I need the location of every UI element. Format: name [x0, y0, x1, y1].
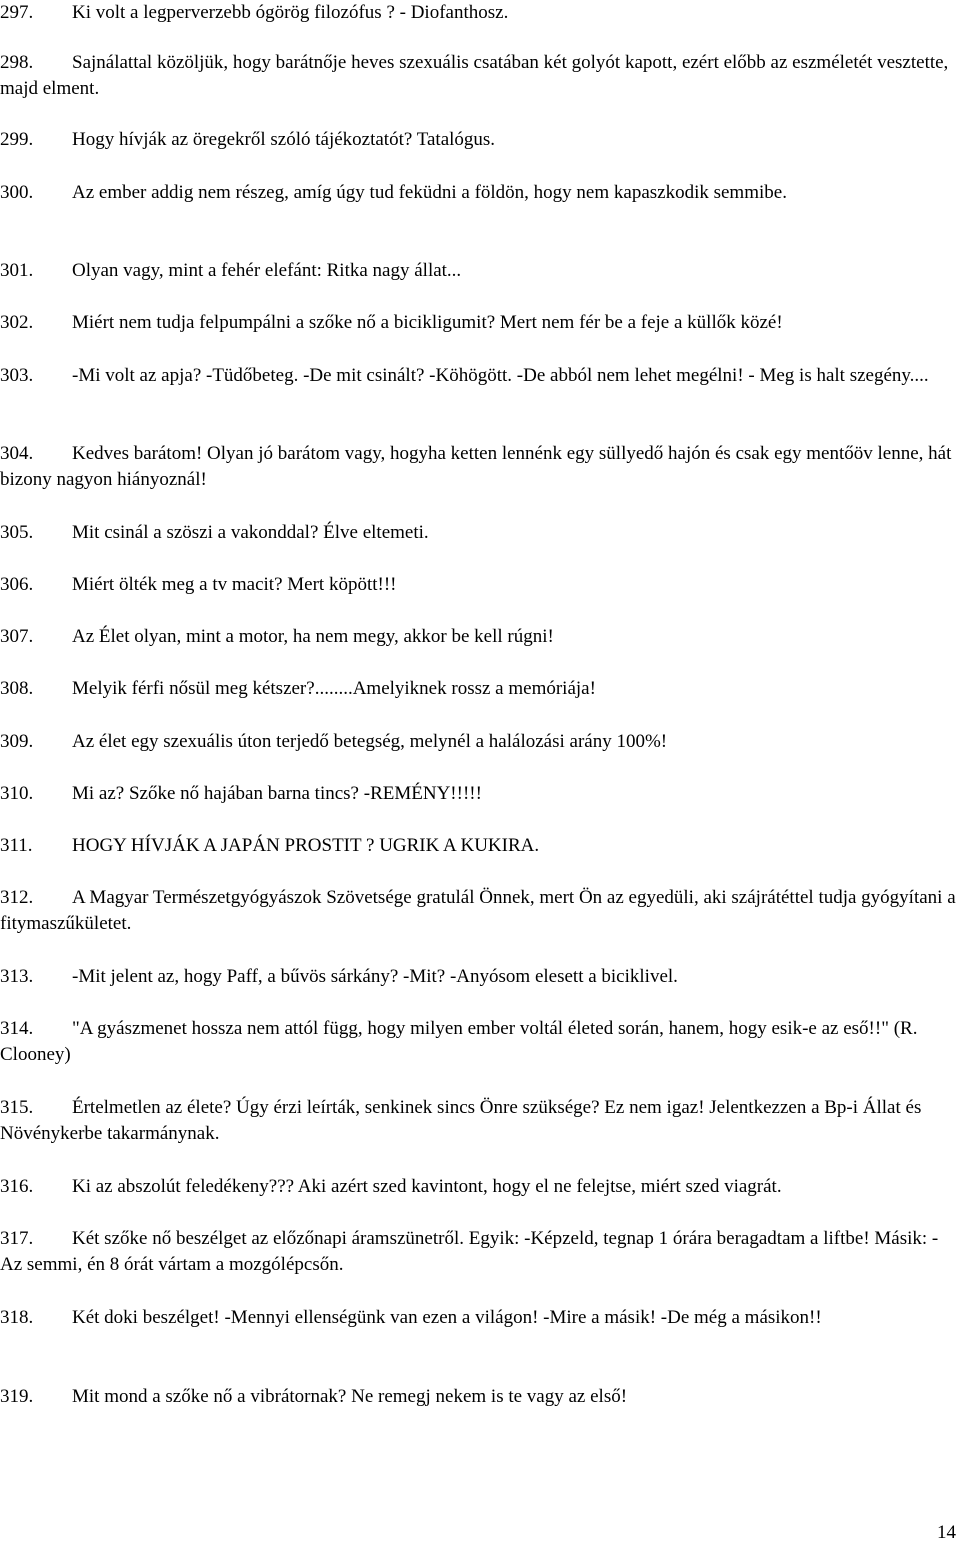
entry-text: Értelmetlen az élete? Úgy érzi leírták, senkinek sincs Önre szüksége? Ez nem igaz! Jelentkezzen a Bp-i Állat és Növénykerbe takarmánynak.: [0, 1097, 922, 1144]
entry-number: 301.: [0, 260, 34, 281]
joke-entry-305: [0, 520, 960, 546]
entry-text: "A gyászmenet hossza nem attól függ, hogy milyen ember voltál életed során, hanem, hogy esik-e az eső!!" (R. Clooney): [0, 1018, 918, 1065]
entry-number: 308.: [0, 678, 34, 699]
entry-number: 312.: [0, 887, 34, 908]
entry-text: -Mit jelent az, hogy Paff, a bűvös sárkány? -Mit? -Anyósom elesett a biciklivel.: [72, 966, 678, 987]
joke-entry-319: [0, 1384, 960, 1410]
entry-text: Sajnálattal közöljük, hogy barátnője heves szexuális csatában két golyót kapott, ezért előbb az eszméletét vesztette, majd elment.: [0, 52, 949, 99]
entry-text: Olyan vagy, mint a fehér elefánt: Ritka nagy állat...: [72, 260, 462, 281]
entry-text: Miért ölték meg a tv macit? Mert köpött!!!: [72, 574, 397, 595]
joke-entry-297: [0, 0, 960, 26]
page-number: 14: [937, 1522, 956, 1543]
entry-number: 305.: [0, 522, 34, 543]
entry-number: 300.: [0, 182, 34, 203]
joke-entry-316: [0, 1174, 960, 1200]
joke-entry-303: [0, 363, 960, 389]
entry-text: Két doki beszélget! -Mennyi ellenségünk van ezen a világon! -Mire a másik! -De még a másikon!!: [72, 1307, 822, 1328]
entry-text: Melyik férfi nősül meg kétszer?........Amelyiknek rossz a memóriája!: [72, 678, 596, 699]
entry-text: Kedves barátom! Olyan jó barátom vagy, hogyha ketten lennénk egy süllyedő hajón és csak egy mentőöv lenne, hát bizony nagyon hiányoznál!: [0, 443, 952, 490]
entry-number: 310.: [0, 783, 34, 804]
entry-number: 314.: [0, 1018, 34, 1039]
joke-entry-301: [0, 258, 960, 284]
entry-text: Az Élet olyan, mint a motor, ha nem megy, akkor be kell rúgni!: [72, 626, 554, 647]
joke-entry-302: [0, 310, 960, 336]
entry-text: Ki volt a legperverzebb ógörög filozófus ? - Diofanthosz.: [72, 2, 509, 23]
entry-number: 319.: [0, 1386, 34, 1407]
entry-text: Miért nem tudja felpumpálni a szőke nő a bicikligumit? Mert nem fér be a feje a küllők közé!: [72, 312, 783, 333]
entry-number: 318.: [0, 1307, 34, 1328]
entry-text: Az élet egy szexuális úton terjedő betegség, melynél a halálozási arány 100%!: [72, 731, 668, 752]
entry-text: Mit csinál a szöszi a vakonddal? Élve eltemeti.: [72, 522, 429, 543]
entry-text: HOGY HÍVJÁK A JAPÁN PROSTIT ? UGRIK A KUKIRA.: [72, 835, 540, 856]
entry-text: -Mi volt az apja? -Tüdőbeteg. -De mit csinált? -Köhögött. -De abból nem lehet megélni! - Meg is halt szegény....: [72, 365, 929, 386]
joke-entry-304: [0, 441, 960, 493]
entry-number: 298.: [0, 52, 34, 73]
entry-text: A Magyar Természetgyógyászok Szövetsége gratulál Önnek, mert Ön az egyedüli, aki szájrátéttel tudja gyógyítani a fitymaszűkületet.: [0, 887, 956, 934]
entry-number: 311.: [0, 835, 33, 856]
joke-entry-318: [0, 1305, 960, 1331]
joke-entry-314: [0, 1016, 960, 1068]
joke-entry-300: [0, 180, 960, 206]
joke-entry-310: [0, 781, 960, 807]
entry-number: 309.: [0, 731, 34, 752]
entry-number: 303.: [0, 365, 34, 386]
entry-number: 315.: [0, 1097, 34, 1118]
joke-entry-312: [0, 885, 960, 937]
joke-entry-317: [0, 1226, 960, 1278]
entry-number: 297.: [0, 2, 34, 23]
joke-entry-306: [0, 572, 960, 598]
joke-entry-311: [0, 833, 960, 859]
entry-number: 317.: [0, 1228, 34, 1249]
joke-entry-315: [0, 1095, 960, 1147]
entry-number: 299.: [0, 129, 34, 150]
entry-number: 306.: [0, 574, 34, 595]
joke-entry-299: [0, 127, 960, 153]
entry-text: Az ember addig nem részeg, amíg úgy tud feküdni a földön, hogy nem kapaszkodik semmibe.: [72, 182, 787, 203]
joke-entry-313: [0, 964, 960, 990]
entry-text: Mi az? Szőke nő hajában barna tincs? -REMÉNY!!!!!: [72, 783, 482, 804]
entry-text: Két szőke nő beszélget az előzőnapi áramszünetről. Egyik: -Képzeld, tegnap 1 órára beragadtam a liftbe! Másik: -Az semmi, én 8 órát vártam a mozgólépcsőn.: [0, 1228, 939, 1275]
joke-entry-307: [0, 624, 960, 650]
joke-entry-308: [0, 676, 960, 702]
entry-number: 316.: [0, 1176, 34, 1197]
joke-entry-309: [0, 729, 960, 755]
joke-entry-298: [0, 50, 960, 102]
entry-number: 304.: [0, 443, 34, 464]
entry-text: Ki az abszolút feledékeny??? Aki azért szed kavintont, hogy el ne felejtse, miért szed viagrát.: [72, 1176, 782, 1197]
entry-text: Hogy hívják az öregekről szóló tájékoztatót? Tatalógus.: [72, 129, 496, 150]
entry-number: 302.: [0, 312, 34, 333]
entry-text: Mit mond a szőke nő a vibrátornak? Ne remegj nekem is te vagy az első!: [72, 1386, 628, 1407]
entry-number: 313.: [0, 966, 34, 987]
entry-number: 307.: [0, 626, 34, 647]
